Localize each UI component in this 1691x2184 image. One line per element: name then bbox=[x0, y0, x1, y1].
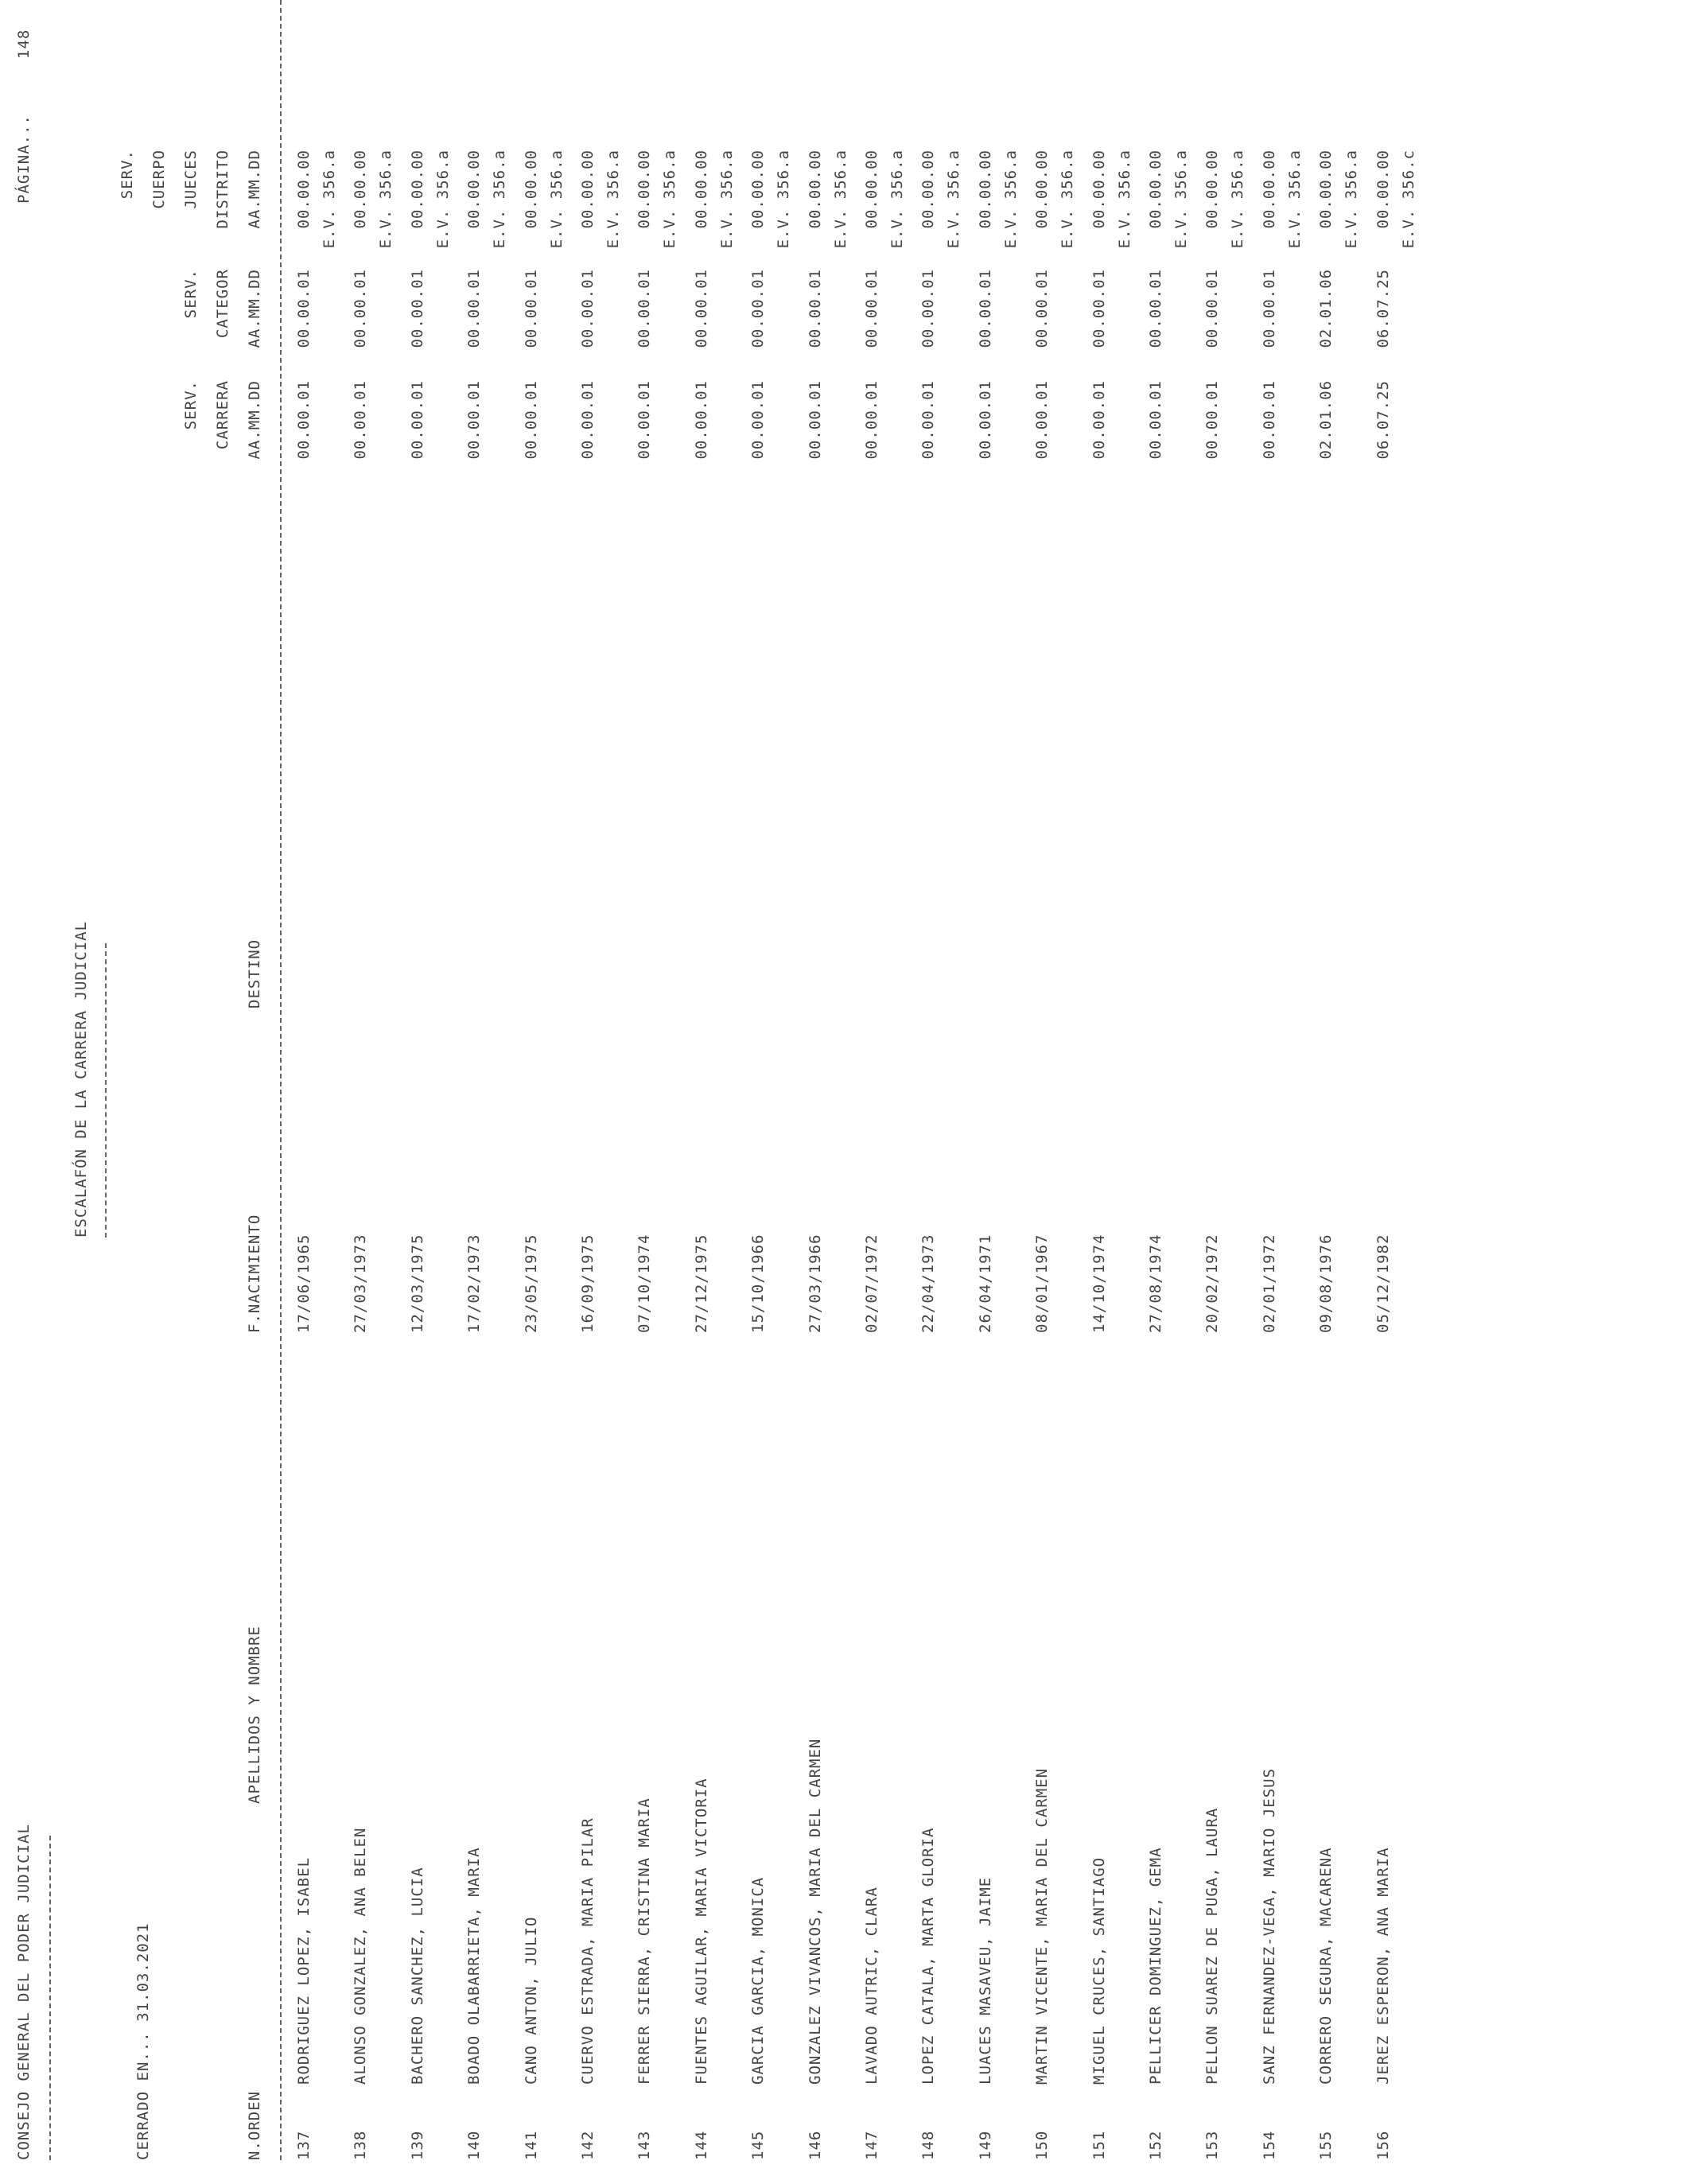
cell-categoria: 00.00.01 bbox=[636, 269, 654, 348]
cell-nota: E.V. 356.a bbox=[661, 150, 679, 249]
cell-orden: 145 bbox=[749, 2130, 768, 2160]
cell-nombre: JEREZ ESPERON, ANA MARIA bbox=[1374, 1847, 1392, 2085]
cell-nombre: GONZALEZ VIVANCOS, MARIA DEL CARMEN bbox=[806, 1738, 824, 2085]
cell-nacimiento: 16/09/1975 bbox=[579, 1234, 597, 1333]
cell-nacimiento: 27/12/1975 bbox=[692, 1234, 710, 1333]
column-header-orden: N.ORDEN bbox=[246, 2090, 263, 2160]
cell-cuerpo: 00.00.00 bbox=[1317, 150, 1335, 229]
cell-orden: 141 bbox=[522, 2130, 540, 2160]
cell-orden: 143 bbox=[636, 2130, 654, 2160]
cell-carrera: 00.00.01 bbox=[749, 380, 768, 460]
column-header-cuerpo-1: SERV. bbox=[119, 150, 136, 200]
cell-nombre: RODRIGUEZ LOPEZ, ISABEL bbox=[295, 1856, 313, 2085]
cell-carrera: 00.00.01 bbox=[692, 380, 710, 460]
cell-nacimiento: 22/04/1973 bbox=[919, 1234, 938, 1333]
cell-carrera: 00.00.01 bbox=[919, 380, 938, 460]
document-title: ESCALAFÓN DE LA CARRERA JUDICIAL bbox=[72, 920, 90, 1238]
cell-carrera: 00.00.01 bbox=[522, 380, 540, 460]
cell-nota: E.V. 356.a bbox=[491, 150, 509, 249]
cell-nacimiento: 20/02/1972 bbox=[1203, 1234, 1222, 1333]
cell-categoria: 00.00.01 bbox=[579, 269, 597, 348]
column-header-carrera-2: CARRERA bbox=[214, 380, 231, 450]
cell-orden: 150 bbox=[1033, 2130, 1052, 2160]
cell-nacimiento: 27/08/1974 bbox=[1147, 1234, 1164, 1333]
cell-cuerpo: 00.00.00 bbox=[749, 150, 768, 229]
cell-nota: E.V. 356.a bbox=[888, 150, 906, 249]
cell-nacimiento: 02/07/1972 bbox=[863, 1234, 880, 1333]
cell-nombre: CANO ANTON, JULIO bbox=[522, 1916, 540, 2085]
cell-nacimiento: 05/12/1982 bbox=[1374, 1234, 1392, 1333]
cell-cuerpo: 00.00.00 bbox=[976, 150, 994, 229]
cell-orden: 137 bbox=[295, 2130, 313, 2160]
cell-categoria: 00.00.01 bbox=[976, 269, 994, 348]
cell-nombre: FUENTES AGUILAR, MARIA VICTORIA bbox=[692, 1778, 710, 2085]
page-number: 148 bbox=[15, 29, 33, 59]
cell-cuerpo: 00.00.00 bbox=[295, 150, 313, 229]
cell-nombre: BACHERO SANCHEZ, LUCIA bbox=[408, 1867, 426, 2085]
cell-carrera: 00.00.01 bbox=[465, 380, 484, 460]
cell-carrera: 06.07.25 bbox=[1374, 380, 1392, 460]
cell-nombre: CORRERO SEGURA, MACARENA bbox=[1317, 1847, 1335, 2085]
cell-orden: 138 bbox=[352, 2130, 370, 2160]
cell-nacimiento: 17/02/1973 bbox=[465, 1234, 484, 1333]
cell-nacimiento: 15/10/1966 bbox=[749, 1234, 768, 1333]
cell-nota: E.V. 356.a bbox=[717, 150, 736, 249]
closed-date: CERRADO EN... 31.03.2021 bbox=[134, 1922, 152, 2160]
cell-categoria: 06.07.25 bbox=[1374, 269, 1392, 348]
cell-cuerpo: 00.00.00 bbox=[408, 150, 426, 229]
cell-carrera: 00.00.01 bbox=[1260, 380, 1278, 460]
column-header-categoria-3: AA.MM.DD bbox=[246, 269, 263, 348]
cell-nombre: LOPEZ CATALA, MARTA GLORIA bbox=[919, 1827, 938, 2085]
cell-nombre: SANZ FERNANDEZ-VEGA, MARIO JESUS bbox=[1260, 1767, 1278, 2085]
cell-cuerpo: 00.00.00 bbox=[806, 150, 824, 229]
cell-nacimiento: 12/03/1975 bbox=[408, 1234, 426, 1333]
cell-nombre: MIGUEL CRUCES, SANTIAGO bbox=[1090, 1856, 1108, 2085]
cell-nacimiento: 08/01/1967 bbox=[1033, 1234, 1052, 1333]
column-header-destino: DESTINO bbox=[246, 938, 263, 1008]
cell-categoria: 00.00.01 bbox=[1090, 269, 1108, 348]
cell-nombre: CUERVO ESTRADA, MARIA PILAR bbox=[579, 1817, 597, 2085]
cell-nacimiento: 26/04/1971 bbox=[976, 1234, 994, 1333]
cell-carrera: 00.00.01 bbox=[1033, 380, 1052, 460]
cell-carrera: 00.00.01 bbox=[636, 380, 654, 460]
cell-orden: 146 bbox=[806, 2130, 824, 2160]
cell-orden: 142 bbox=[579, 2130, 597, 2160]
cell-cuerpo: 00.00.00 bbox=[1260, 150, 1278, 229]
cell-categoria: 00.00.01 bbox=[863, 269, 880, 348]
cell-nota: E.V. 356.a bbox=[1285, 150, 1304, 249]
cell-cuerpo: 00.00.00 bbox=[919, 150, 938, 229]
cell-categoria: 02.01.06 bbox=[1317, 269, 1335, 348]
cell-carrera: 00.00.01 bbox=[1203, 380, 1222, 460]
cell-orden: 148 bbox=[919, 2130, 938, 2160]
cell-carrera: 00.00.01 bbox=[806, 380, 824, 460]
cell-cuerpo: 00.00.00 bbox=[636, 150, 654, 229]
cell-carrera: 00.00.01 bbox=[1147, 380, 1164, 460]
cell-nota: E.V. 356.c bbox=[1399, 150, 1417, 249]
cell-orden: 147 bbox=[863, 2130, 880, 2160]
cell-carrera: 00.00.01 bbox=[408, 380, 426, 460]
cell-nombre: FERRER SIERRA, CRISTINA MARIA bbox=[636, 1797, 654, 2085]
cell-nacimiento: 17/06/1965 bbox=[295, 1234, 313, 1333]
cell-orden: 140 bbox=[465, 2130, 484, 2160]
column-header-categoria-2: CATEGOR bbox=[214, 269, 231, 339]
column-header-categoria-1: SERV. bbox=[182, 269, 200, 319]
cell-cuerpo: 00.00.00 bbox=[1090, 150, 1108, 229]
cell-categoria: 00.00.01 bbox=[352, 269, 370, 348]
cell-orden: 152 bbox=[1147, 2130, 1164, 2160]
column-header-nombre: APELLIDOS Y NOMBRE bbox=[246, 1626, 263, 1804]
cell-nota: E.V. 356.a bbox=[1059, 150, 1077, 249]
document-title-underline bbox=[105, 943, 107, 1238]
cell-nota: E.V. 356.a bbox=[377, 150, 395, 249]
cell-categoria: 00.00.01 bbox=[465, 269, 484, 348]
cell-categoria: 00.00.01 bbox=[522, 269, 540, 348]
cell-orden: 153 bbox=[1203, 2130, 1222, 2160]
cell-nacimiento: 27/03/1966 bbox=[806, 1234, 824, 1333]
column-header-carrera-1: SERV. bbox=[182, 380, 200, 430]
cell-orden: 155 bbox=[1317, 2130, 1335, 2160]
cell-orden: 151 bbox=[1090, 2130, 1108, 2160]
cell-nombre: LUACES MASAVEU, JAIME bbox=[976, 1876, 994, 2085]
cell-nombre: ALONSO GONZALEZ, ANA BELEN bbox=[352, 1827, 370, 2085]
cell-cuerpo: 00.00.00 bbox=[1374, 150, 1392, 229]
cell-carrera: 02.01.06 bbox=[1317, 380, 1335, 460]
cell-nota: E.V. 356.a bbox=[831, 150, 849, 249]
cell-cuerpo: 00.00.00 bbox=[465, 150, 484, 229]
cell-categoria: 00.00.01 bbox=[749, 269, 768, 348]
cell-carrera: 00.00.01 bbox=[295, 380, 313, 460]
cell-nacimiento: 09/08/1976 bbox=[1317, 1234, 1335, 1333]
column-header-carrera-3: AA.MM.DD bbox=[246, 380, 263, 460]
cell-categoria: 00.00.01 bbox=[1147, 269, 1164, 348]
cell-carrera: 00.00.01 bbox=[352, 380, 370, 460]
cell-nombre: BOADO OLABARRIETA, MARIA bbox=[465, 1847, 484, 2085]
cell-nacimiento: 07/10/1974 bbox=[636, 1234, 654, 1333]
cell-carrera: 00.00.01 bbox=[976, 380, 994, 460]
cell-nota: E.V. 356.a bbox=[1001, 150, 1020, 249]
cell-categoria: 00.00.01 bbox=[295, 269, 313, 348]
cell-nota: E.V. 356.a bbox=[547, 150, 566, 249]
column-header-cuerpo-2: CUERPO bbox=[150, 150, 168, 209]
cell-cuerpo: 00.00.00 bbox=[1033, 150, 1052, 229]
organization-underline bbox=[49, 1836, 51, 2160]
cell-nota: E.V. 356.a bbox=[1343, 150, 1361, 249]
organization-title: CONSEJO GENERAL DEL PODER JUDICIAL bbox=[15, 1824, 33, 2160]
cell-nacimiento: 23/05/1975 bbox=[522, 1234, 540, 1333]
cell-nombre: PELLON SUAREZ DE PUGA, LAURA bbox=[1203, 1807, 1222, 2085]
cell-nombre: MARTIN VICENTE, MARIA DEL CARMEN bbox=[1033, 1767, 1052, 2085]
cell-orden: 144 bbox=[692, 2130, 710, 2160]
cell-cuerpo: 00.00.00 bbox=[352, 150, 370, 229]
cell-categoria: 00.00.01 bbox=[919, 269, 938, 348]
cell-nota: E.V. 356.a bbox=[1229, 150, 1247, 249]
cell-categoria: 00.00.01 bbox=[692, 269, 710, 348]
cell-nacimiento: 27/03/1973 bbox=[352, 1234, 370, 1333]
cell-orden: 156 bbox=[1374, 2130, 1392, 2160]
cell-nota: E.V. 356.a bbox=[433, 150, 452, 249]
cell-cuerpo: 00.00.00 bbox=[522, 150, 540, 229]
page-label: PÁGINA... bbox=[15, 115, 33, 204]
column-header-cuerpo-5: AA.MM.DD bbox=[246, 150, 263, 229]
cell-carrera: 00.00.01 bbox=[863, 380, 880, 460]
cell-categoria: 00.00.01 bbox=[1203, 269, 1222, 348]
cell-nombre: GARCIA GARCIA, MONICA bbox=[749, 1876, 768, 2085]
cell-categoria: 00.00.01 bbox=[408, 269, 426, 348]
cell-nacimiento: 14/10/1974 bbox=[1090, 1234, 1108, 1333]
cell-nacimiento: 02/01/1972 bbox=[1260, 1234, 1278, 1333]
cell-nombre: LAVADO AUTRIC, CLARA bbox=[863, 1887, 880, 2085]
cell-nota: E.V. 356.a bbox=[945, 150, 963, 249]
column-header-cuerpo-3: JUECES bbox=[182, 150, 200, 209]
cell-categoria: 00.00.01 bbox=[1260, 269, 1278, 348]
column-header-nacimiento: F.NACIMIENTO bbox=[246, 1214, 263, 1333]
header-separator bbox=[280, 0, 282, 2160]
cell-orden: 154 bbox=[1260, 2130, 1278, 2160]
cell-categoria: 00.00.01 bbox=[806, 269, 824, 348]
cell-cuerpo: 00.00.00 bbox=[1147, 150, 1164, 229]
column-header-cuerpo-4: DISTRITO bbox=[214, 150, 231, 229]
cell-orden: 149 bbox=[976, 2130, 994, 2160]
cell-carrera: 00.00.01 bbox=[1090, 380, 1108, 460]
cell-cuerpo: 00.00.00 bbox=[1203, 150, 1222, 229]
cell-nota: E.V. 356.a bbox=[1172, 150, 1190, 249]
cell-nota: E.V. 356.a bbox=[604, 150, 622, 249]
cell-nombre: PELLICER DOMINGUEZ, GEMA bbox=[1147, 1847, 1164, 2085]
cell-cuerpo: 00.00.00 bbox=[579, 150, 597, 229]
cell-orden: 139 bbox=[408, 2130, 426, 2160]
cell-cuerpo: 00.00.00 bbox=[692, 150, 710, 229]
cell-nota: E.V. 356.a bbox=[321, 150, 338, 249]
cell-carrera: 00.00.01 bbox=[579, 380, 597, 460]
cell-nota: E.V. 356.a bbox=[1115, 150, 1133, 249]
cell-nota: E.V. 356.a bbox=[775, 150, 793, 249]
cell-cuerpo: 00.00.00 bbox=[863, 150, 880, 229]
cell-categoria: 00.00.01 bbox=[1033, 269, 1052, 348]
